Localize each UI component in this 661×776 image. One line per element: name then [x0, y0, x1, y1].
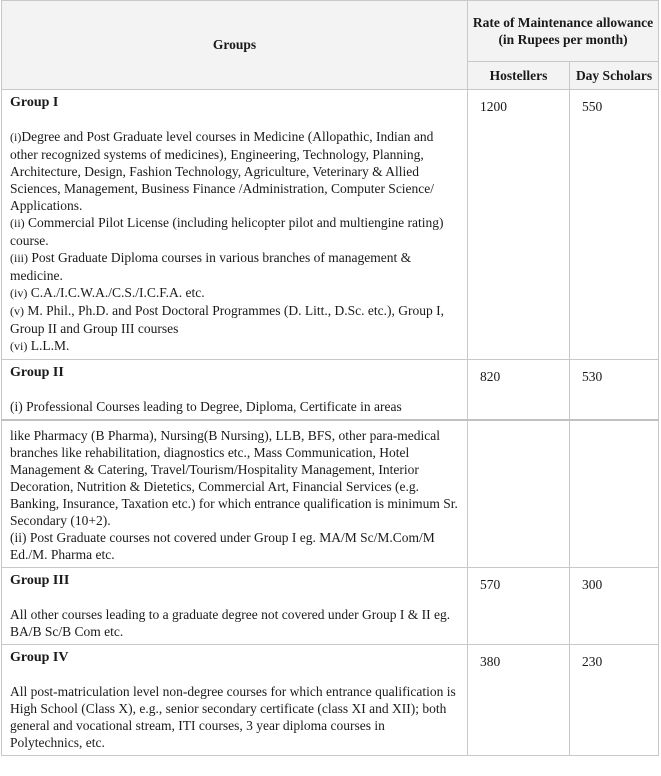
- table-row-group-4: [2, 645, 659, 756]
- group-4-title: Group IV: [10, 650, 69, 665]
- group-2-hostellers: 820: [468, 360, 570, 421]
- group-1-title: Group I: [10, 95, 59, 110]
- group-3-cell: [2, 568, 468, 645]
- group-2-day-scholars: 530: [570, 360, 659, 421]
- group-3-title: Group III: [10, 573, 70, 588]
- group-3-hostellers: 570: [468, 568, 570, 645]
- group-3-day-scholars: 300: [570, 568, 659, 645]
- group-2-item-2: (ii) Post Graduate courses not covered under Group I eg. MA/M Sc/M.Com/M Ed./M. Pharma etc.: [10, 530, 435, 562]
- group-4-hostellers: 380: [468, 645, 570, 756]
- group-2-continued-day-scholars: [570, 420, 659, 568]
- table-row-group-3: [2, 568, 659, 645]
- group-2-cell: [2, 360, 468, 421]
- group-2-item-1: (i) Professional Courses leading to Degree, Diploma, Certificate in areas: [10, 399, 402, 414]
- group-4-cell: [2, 645, 468, 756]
- table-row-group-2: [2, 360, 659, 421]
- table-row-group-2-continued: [2, 420, 659, 568]
- group-1-item-6: (vi) L.L.M.: [10, 338, 70, 353]
- group-1-cell: [2, 90, 468, 360]
- group-3-text: All other courses leading to a graduate degree not covered under Group I & II eg. BA/B Sc/B Com etc.: [10, 607, 451, 639]
- group-2-continuation: like Pharmacy (B Pharma), Nursing(B Nursing), LLB, BFS, other para-medical branches like rehabilitation, diagnostics etc., Mass Communication, Hotel Management & Catering, Travel/Tourism/Hospitality Management, Interior Decoration, Nutrition & Dietetics, Commercial Art, Financial Services (e.g. Banking, Insurance, Taxation etc.) for which entrance qualification is minimum Sr. Secondary (10+2).: [10, 428, 458, 528]
- group-2-continuation-cell: [2, 420, 468, 568]
- header-hostellers: Hostellers: [468, 62, 570, 90]
- table-row-group-1: [2, 90, 659, 360]
- group-2-title: Group II: [10, 365, 64, 380]
- group-1-hostellers: 1200: [468, 90, 570, 360]
- header-rate: Rate of Maintenance allowance (in Rupees per month): [468, 1, 659, 62]
- header-groups: Groups: [2, 1, 468, 90]
- header-day-scholars: Day Scholars: [570, 62, 659, 90]
- group-2-continued-hostellers: [468, 420, 570, 568]
- group-1-item-3: (iii) Post Graduate Diploma courses in various branches of management & medicine.: [10, 250, 412, 283]
- group-1-day-scholars: 550: [570, 90, 659, 360]
- group-1-item-4: (iv) C.A./I.C.W.A./C.S./I.C.F.A. etc.: [10, 285, 205, 300]
- maintenance-allowance-table: [1, 0, 659, 756]
- group-4-day-scholars: 230: [570, 645, 659, 756]
- group-1-item-5: (v) M. Phil., Ph.D. and Post Doctoral Programmes (D. Litt., D.Sc. etc.), Group I, Group II and Group III courses: [10, 303, 444, 336]
- group-1-item-2: (ii) Commercial Pilot License (including helicopter pilot and multiengine rating) course.: [10, 215, 444, 248]
- group-4-text: All post-matriculation level non-degree courses for which entrance qualification is High School (Class X), e.g., senior secondary certificate (class XI and XII); both general and vocational stream, ITI courses, 3 year diploma courses in Polytechnics, etc.: [10, 684, 456, 750]
- group-1-item-1: (i)Degree and Post Graduate level courses in Medicine (Allopathic, Indian and other recognized systems of medicines), Engineering, Technology, Planning, Architecture, Design, Fashion Technology, Agriculture, Veterinary & Allied Sciences, Management, Business Finance /Administration, Computer Science/ Applications.: [10, 129, 435, 213]
